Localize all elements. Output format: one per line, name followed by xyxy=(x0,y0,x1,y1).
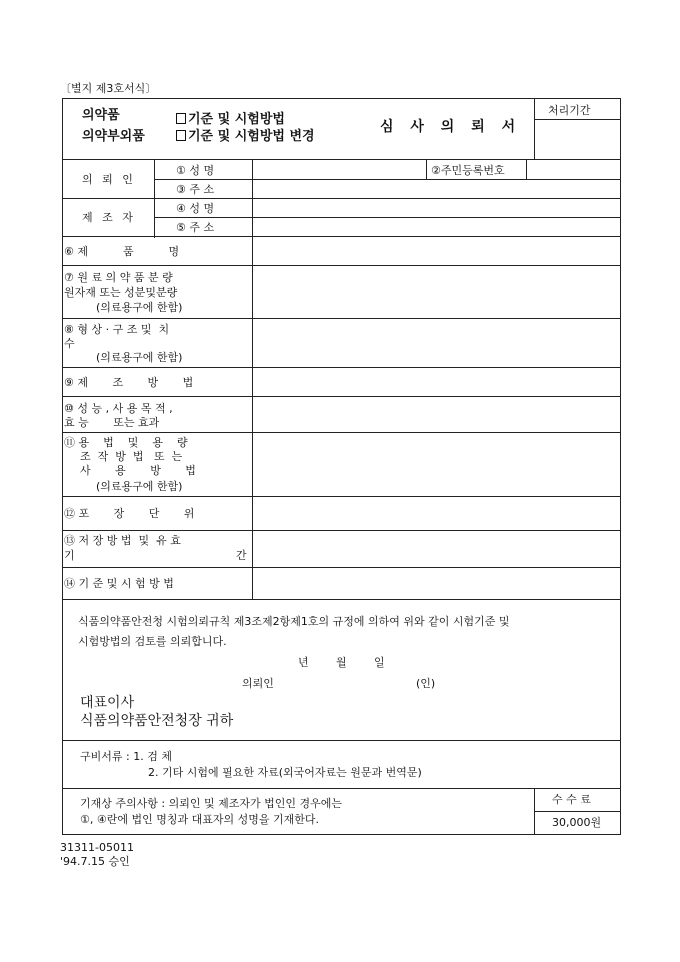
product-name-label: ⑥ 제 품 명 xyxy=(64,245,180,258)
applicant-name-label: ① 성 명 xyxy=(176,164,215,177)
form-title: 심 사 의 뢰 서 xyxy=(380,119,522,135)
storage-label-1: ⑬ 저 장 방 법 및 유 효 xyxy=(64,534,181,547)
packaging-label: ⑫ 포 장 단 위 xyxy=(64,507,195,520)
manufacturer-name-label: ④ 성 명 xyxy=(176,202,215,215)
efficacy-label-2: 효 능 또는 효과 xyxy=(64,416,160,429)
approval-date: '94.7.15 승인 xyxy=(60,855,130,868)
drug-label: 의약품 xyxy=(82,108,120,123)
shape-label-2: 수 xyxy=(64,337,75,350)
efficacy-label-1: ⑩ 성 능 , 사 용 목 적 , xyxy=(64,402,173,415)
ingredients-label-2: 원자재 또는 성분및분량 xyxy=(64,286,178,299)
addressee: 식품의약품안전청장 귀하 xyxy=(80,713,234,729)
date-month: 월 xyxy=(336,656,347,669)
option-standard-change[interactable] xyxy=(176,130,315,143)
manufacturer-label: 제 조 자 xyxy=(82,211,136,224)
attachments-label: 구비서류 : 1. 검 체 xyxy=(80,750,172,763)
shape-label-1: ⑧ 형 상 · 구 조 및 치 xyxy=(64,323,170,336)
seal-mark: (인) xyxy=(416,677,436,690)
representative-label: 대표이사 xyxy=(80,695,135,711)
statement-line-2: 시험방법의 검토를 의뢰합니다. xyxy=(78,635,227,648)
option-standard[interactable] xyxy=(176,113,285,126)
form-label: 〔별지 제3호서식〕 xyxy=(60,82,157,95)
criteria-label: ⑭ 기 준 및 시 험 방 법 xyxy=(64,577,174,590)
quasi-drug-label: 의약부외품 xyxy=(82,129,145,144)
usage-label-3: 사 용 방 법 xyxy=(80,464,196,477)
applicant-label: 의 뢰 인 xyxy=(82,173,136,186)
option-standard-change-label: 기준 및 시험방법 변경 xyxy=(188,129,315,144)
notes-line-1: 기재상 주의사항 : 의뢰인 및 제조자가 법인인 경우에는 xyxy=(80,797,342,810)
fee-label: 수 수 료 xyxy=(552,793,591,806)
ingredients-label-1: ⑦ 원 료 의 약 품 분 량 xyxy=(64,271,173,284)
manufacturing-method-label: ⑨ 제 조 방 법 xyxy=(64,376,194,389)
ingredients-label-3: (의료용구에 한함) xyxy=(96,301,183,314)
usage-label-2: 조 작 방 법 또 는 xyxy=(80,450,183,463)
notes-line-2: ①, ④란에 법인 명칭과 대표자의 성명을 기재한다. xyxy=(80,813,319,826)
checkbox-standard[interactable] xyxy=(176,113,186,124)
date-year: 년 xyxy=(298,656,309,669)
processing-period-label: 처리기간 xyxy=(548,104,591,117)
storage-label-2: 기 xyxy=(64,549,75,562)
date-day: 일 xyxy=(374,656,385,669)
checkbox-standard-change[interactable] xyxy=(176,130,186,141)
applicant-id-label: ②주민등록번호 xyxy=(431,164,505,177)
fee-value: 30,000원 xyxy=(552,816,602,829)
shape-label-3: (의료용구에 한함) xyxy=(96,351,183,364)
usage-label-4: (의료용구에 한함) xyxy=(96,480,183,493)
requester-label: 의뢰인 xyxy=(242,677,274,690)
manufacturer-address-label: ⑤ 주 소 xyxy=(176,221,215,234)
statement-line-1: 식품의약품안전청 시험의뢰규칙 제3조제2항제1호의 규정에 의하여 위와 같이 시험기준 및 xyxy=(78,615,510,628)
form-code: 31311-05011 xyxy=(60,841,134,854)
attachments-item-2: 2. 기타 시험에 필요한 자료(외국어자료는 원문과 번역문) xyxy=(148,766,422,779)
storage-label-3: 간 xyxy=(236,549,247,562)
usage-label-1: ⑪ 용 법 및 용 량 xyxy=(64,436,188,449)
option-standard-label: 기준 및 시험방법 xyxy=(188,112,285,127)
applicant-address-label: ③ 주 소 xyxy=(176,183,215,196)
